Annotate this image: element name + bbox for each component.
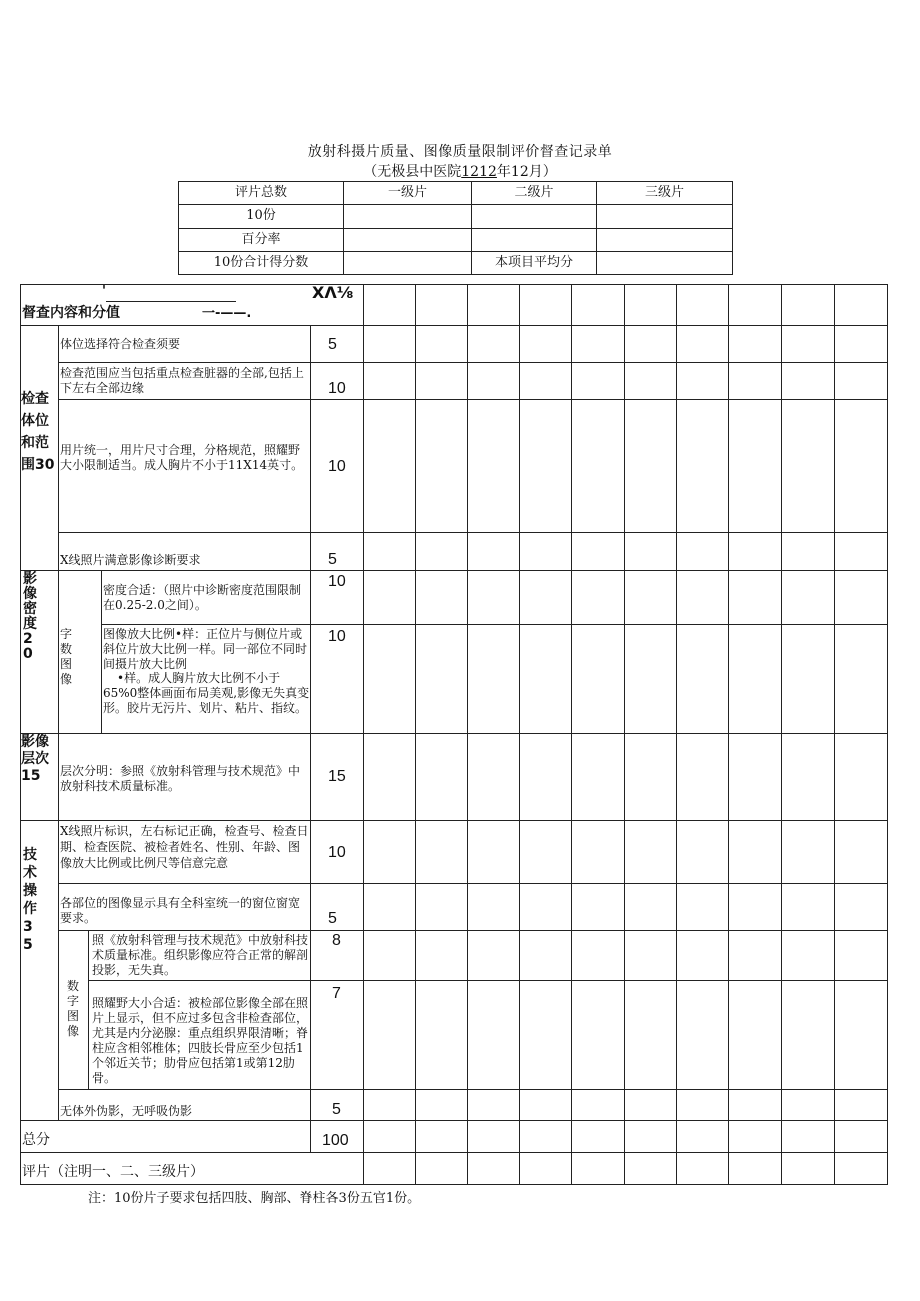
item-film-usage: 用片统一，用片尺寸合理，分格规范，照耀野大小限制适当。成人胸片不小于11X14英寸。: [60, 443, 304, 472]
grid-line: [88, 930, 89, 1089]
grid-line: [58, 1089, 888, 1090]
category-technique: 技术操作35: [23, 847, 37, 953]
grid-line: [571, 284, 572, 1184]
item-position-choice: 体位选择符合检查须要: [60, 337, 181, 351]
grid-line: [20, 570, 888, 571]
grid-line: [58, 399, 888, 400]
summary-header-grade1: 一级片: [344, 182, 472, 205]
header-tick: ': [102, 284, 106, 299]
grid-line: [20, 1152, 888, 1153]
sublabel-film-image: 字数图像: [60, 627, 73, 686]
grid-line: [887, 284, 888, 1184]
grid-line: [363, 284, 364, 1184]
grid-line: [58, 930, 888, 931]
summary-count-row: [179, 205, 733, 228]
summary-header-grade2: 二级片: [472, 182, 597, 205]
item-artifacts: 无体外伪影，无呼吸伪影: [60, 1104, 193, 1118]
grid-line: [519, 284, 520, 1184]
score: 10: [328, 628, 346, 645]
category-position-range: 检查体位和范围30: [21, 391, 55, 473]
score: 10: [328, 844, 346, 861]
score: 5: [328, 910, 337, 927]
summary-average-label: 本项目平均分: [472, 251, 597, 274]
grid-line: [467, 284, 468, 1184]
summary-cell: [597, 228, 733, 251]
summary-cell: [472, 205, 597, 228]
score: 15: [328, 768, 346, 785]
summary-cell: [344, 251, 472, 274]
grid-line: [101, 570, 102, 733]
grid-line: [20, 325, 888, 326]
grid-line: [20, 820, 888, 821]
score: 5: [328, 336, 337, 353]
header-dash: 一-——.: [202, 306, 252, 321]
grid-line: [20, 733, 888, 734]
grid-line: [834, 284, 835, 1184]
item-window-width: 各部位的图像显示具有全科室统一的窗位窗宽要求。: [60, 896, 301, 925]
grid-line: [20, 284, 888, 285]
footnote: 注：10份片子要求包括四肢、胸部、脊柱各3份五官1份。: [88, 1191, 421, 1206]
total-label: 总分: [22, 1132, 50, 1148]
summary-percent-row: [179, 228, 733, 251]
sublabel-digital-image: 数字图像: [67, 979, 80, 1038]
summary-cell: [597, 205, 733, 228]
grid-line: [20, 1184, 888, 1185]
summary-cell: [344, 228, 472, 251]
summary-header-total: 评片总数: [179, 182, 344, 205]
summary-score-row: [179, 251, 733, 274]
grade-label: 评片（注明一、二、三级片）: [22, 1164, 204, 1180]
score: 7: [332, 985, 341, 1002]
total-score: 100: [322, 1132, 349, 1149]
grid-line: [624, 284, 625, 1184]
grid-line: [58, 532, 888, 533]
summary-header-grade3: 三级片: [597, 182, 733, 205]
summary-cell: [472, 228, 597, 251]
grid-line: [310, 325, 311, 1152]
grid-line: [20, 1120, 888, 1121]
header-title: 督查内容和分值: [22, 305, 120, 321]
grid-line: [58, 883, 888, 884]
score: 10: [328, 458, 346, 475]
summary-cell: [597, 251, 733, 274]
grid-line: [415, 284, 416, 1184]
summary-count-label: 10份: [179, 205, 344, 228]
category-density: 影像密度20: [23, 571, 37, 662]
grid-line: [728, 284, 729, 1184]
item-diagnosis: X线照片满意影像诊断要求: [60, 553, 201, 567]
header-code: XΛ⅛: [312, 283, 354, 302]
grid-line: [58, 362, 888, 363]
item-quality-standard: 照《放射科管理与技术规范》中放射科技术质量标准。组织影像应符合正常的解剖投影，无失真。: [92, 933, 309, 977]
page-subtitle: （无极县中医院1212年12月）: [363, 164, 557, 180]
page-title: 放射科摄片质量、图像质量限制评价督查记录单: [307, 144, 613, 160]
score: 5: [328, 551, 337, 568]
score: 5: [332, 1101, 341, 1118]
summary-score-label: 10份合计得分数: [179, 251, 344, 274]
item-magnification-cont: •样。成人胸片放大比例不小于65%0整体画面布局美观,影像无失真变形。胶片无污片、划片、粘片、指纹。: [103, 671, 310, 715]
summary-percent-label: 百分率: [179, 228, 344, 251]
grid-line: [88, 980, 888, 981]
grid-line: [101, 624, 888, 625]
summary-header-row: [179, 182, 733, 205]
summary-table: [178, 181, 733, 275]
summary-cell: [344, 205, 472, 228]
grid-line: [676, 284, 677, 1184]
item-range: 检查范围应当包括重点检查脏器的全部,包括上下左右全部边缘: [60, 366, 304, 395]
item-magnification: 图像放大比例•样：正位片与侧位片或斜位片放大比例一样。同一部位不同时间摄片放大比例: [103, 627, 308, 671]
score: 10: [328, 573, 346, 590]
grid-line: [781, 284, 782, 1184]
score: 8: [332, 932, 341, 949]
item-film-marking: X线照片标识，左右标记正确，检查号、检查日期、检查医院、被检者姓名、性别、年龄、图像放大比例或比例尺等信意完意: [60, 824, 309, 870]
item-layers: 层次分明：参照《放射科管理与技术规范》中放射科技术质量标准。: [60, 764, 301, 793]
item-field-size: 照耀野大小合适：被检部位影像全部在照片上显示，但不应过多包含非检查部位，尤其是内分泌腺：重点组织界限清晰；脊柱应含相邻椎体；四肢长骨应至少包括1个邻近关节；肋骨应包括第1或第12肋骨。: [92, 996, 309, 1085]
category-layers: 影像层次15: [21, 734, 49, 784]
header-underline: [106, 301, 236, 302]
item-density: 密度合适：（照片中诊断密度范围限制在0.25-2.0之间）。: [103, 583, 302, 612]
grid-line: [58, 325, 59, 1120]
score: 10: [328, 380, 346, 397]
